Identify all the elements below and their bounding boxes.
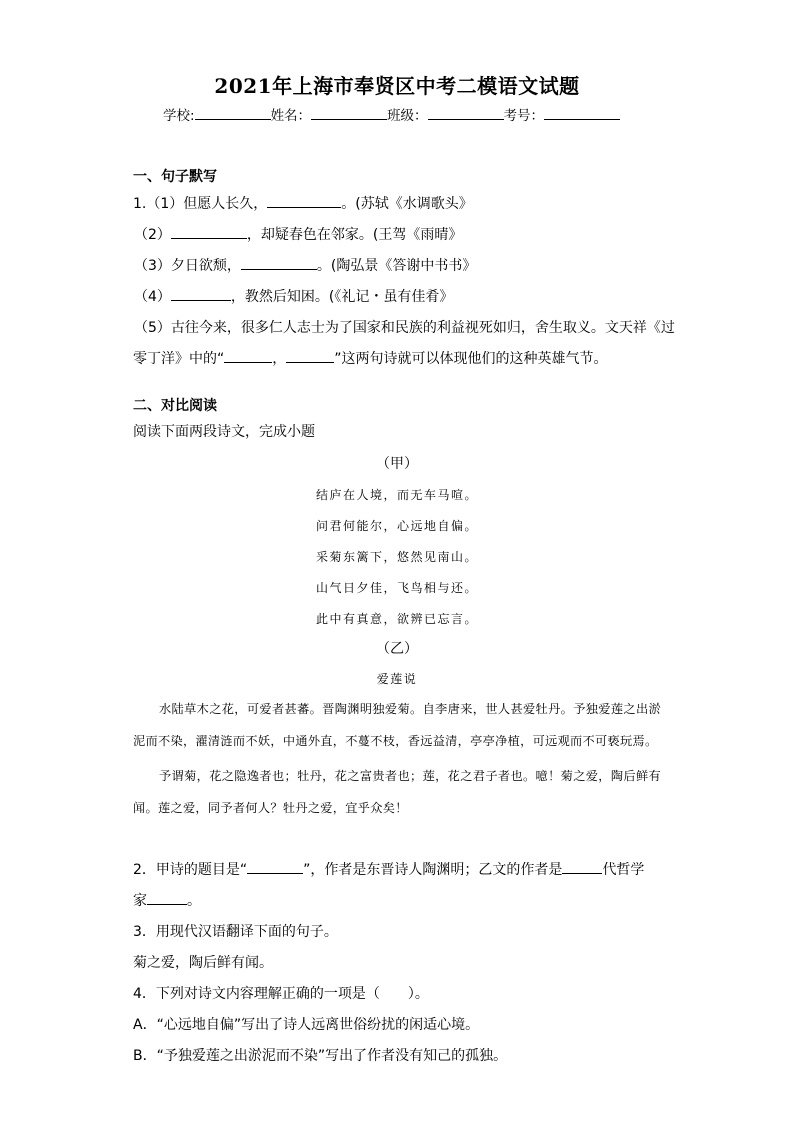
- q1-4: [134, 286, 453, 306]
- q2-blank-author[interactable]: [147, 890, 187, 905]
- q1-2-text: （2）: [134, 227, 171, 243]
- q3-sentence: 菊之爱，陶后鲜有闻。: [133, 955, 273, 971]
- q1-2: [134, 224, 462, 244]
- q2-line1: [133, 859, 644, 879]
- school-label: 学校:: [163, 108, 195, 124]
- school-blank[interactable]: [195, 106, 271, 120]
- exam-no-label: 考号：: [503, 108, 545, 124]
- q1-5-blank-1[interactable]: [224, 348, 272, 363]
- q1-3-source: 。(陶弘景《答谢中书书》: [316, 258, 477, 274]
- poem-line: 山气日夕佳，飞鸟相与还。: [315, 581, 478, 595]
- q1-5-text: 零丁洋》中的“: [133, 351, 225, 367]
- q4-option-a[interactable]: A．“心远地自偏”写出了诗人远离世俗纷扰的闲适心境。: [133, 1017, 480, 1033]
- section1-heading: 一、句子默写: [133, 169, 217, 185]
- q1-5-tail: ”这两句诗就可以体现他们的这种英雄气节。: [334, 351, 608, 367]
- q3: 3．用现代汉语翻译下面的句子。: [133, 924, 338, 940]
- class-blank[interactable]: [428, 106, 504, 120]
- poem-line: 采菊东篱下，悠然见南山。: [315, 550, 478, 564]
- poem-line: 此中有真意，欲辨已忘言。: [315, 612, 478, 626]
- q2-text-mid: ”，作者是东晋诗人陶渊明；乙文的作者是: [303, 862, 563, 878]
- q4-option-b[interactable]: B．“予独爱莲之出淤泥而不染”写出了作者没有知己的孤独。: [133, 1048, 508, 1064]
- q1-4-text: （4）: [134, 289, 171, 305]
- ai-lian-shuo-text: [133, 693, 661, 824]
- name-blank[interactable]: [311, 106, 387, 120]
- q2-text: 2．甲诗的题目是“: [133, 862, 248, 878]
- q1-3-blank[interactable]: [241, 255, 317, 270]
- exam-no-blank[interactable]: [544, 106, 620, 120]
- jia-label: （甲）: [376, 456, 418, 472]
- q1-1: [133, 193, 473, 213]
- q2-blank-dynasty[interactable]: [562, 859, 602, 874]
- section2-intro: 阅读下面两段诗文，完成小题: [133, 424, 315, 440]
- q1-5-line2: [133, 348, 608, 368]
- q1-3-text: （3）夕日欲颓，: [134, 258, 241, 274]
- q1-5-comma: ，: [272, 351, 287, 367]
- q1-3: [134, 255, 476, 275]
- yi-label: （乙）: [376, 641, 418, 657]
- q1-1-source: 。(苏轼《水调歌头》: [341, 196, 473, 212]
- q1-2-source: ，却疑春色在邻家。(王驾《雨晴》: [246, 227, 463, 243]
- q1-5-line1: （5）古往今来，很多仁人志士为了国家和民族的利益视死如归，舍生取义。文天祥《过: [134, 320, 675, 336]
- q1-4-source: ，教然后知困。(《礼记・虽有佳肴》: [230, 289, 454, 305]
- q1-2-blank[interactable]: [171, 224, 247, 239]
- q2-line2: [133, 890, 201, 910]
- poem-line: 问君何能尔，心远地自偏。: [315, 519, 478, 533]
- student-info-row: [163, 104, 620, 124]
- exam-title: 2021年上海市奉贤区中考二模语文试题: [214, 74, 580, 98]
- class-label: 班级：: [387, 108, 428, 124]
- q1-1-blank[interactable]: [267, 193, 341, 208]
- q2-end: 。: [187, 893, 201, 909]
- section2-heading: 二、对比阅读: [133, 398, 217, 414]
- poem-line: 结庐在人境，而无车马喧。: [315, 488, 478, 502]
- q4: 4．下列对诗文内容理解正确的一项是（ ）。: [133, 986, 429, 1002]
- name-label: 姓名：: [270, 108, 312, 124]
- prose-paragraph-2: 予谓菊，花之隐逸者也；牡丹，花之富贵者也；莲，花之君子者也。噫！菊之爱，陶后鲜有闻。莲之爱，同予者何人？牡丹之爱，宜乎众矣！: [133, 769, 661, 815]
- yi-title: 爱莲说: [376, 672, 418, 686]
- q2-blank-title[interactable]: [247, 859, 303, 874]
- q2-text-2: 家: [133, 893, 147, 909]
- q1-5-blank-2[interactable]: [286, 348, 334, 363]
- q1-1-text: 1.（1）但愿人长久，: [133, 196, 268, 212]
- q1-4-blank[interactable]: [171, 286, 231, 301]
- prose-paragraph-1: 水陆草木之花，可爱者甚蕃。晋陶渊明独爱菊。自李唐来，世人甚爱牡丹。予独爱莲之出淤泥而不染，濯清涟而不妖，中通外直，不蔓不枝，香远益清，亭亭净植，可远观而不可亵玩焉。: [133, 702, 661, 748]
- q2-text-tail: 代哲学: [602, 862, 645, 878]
